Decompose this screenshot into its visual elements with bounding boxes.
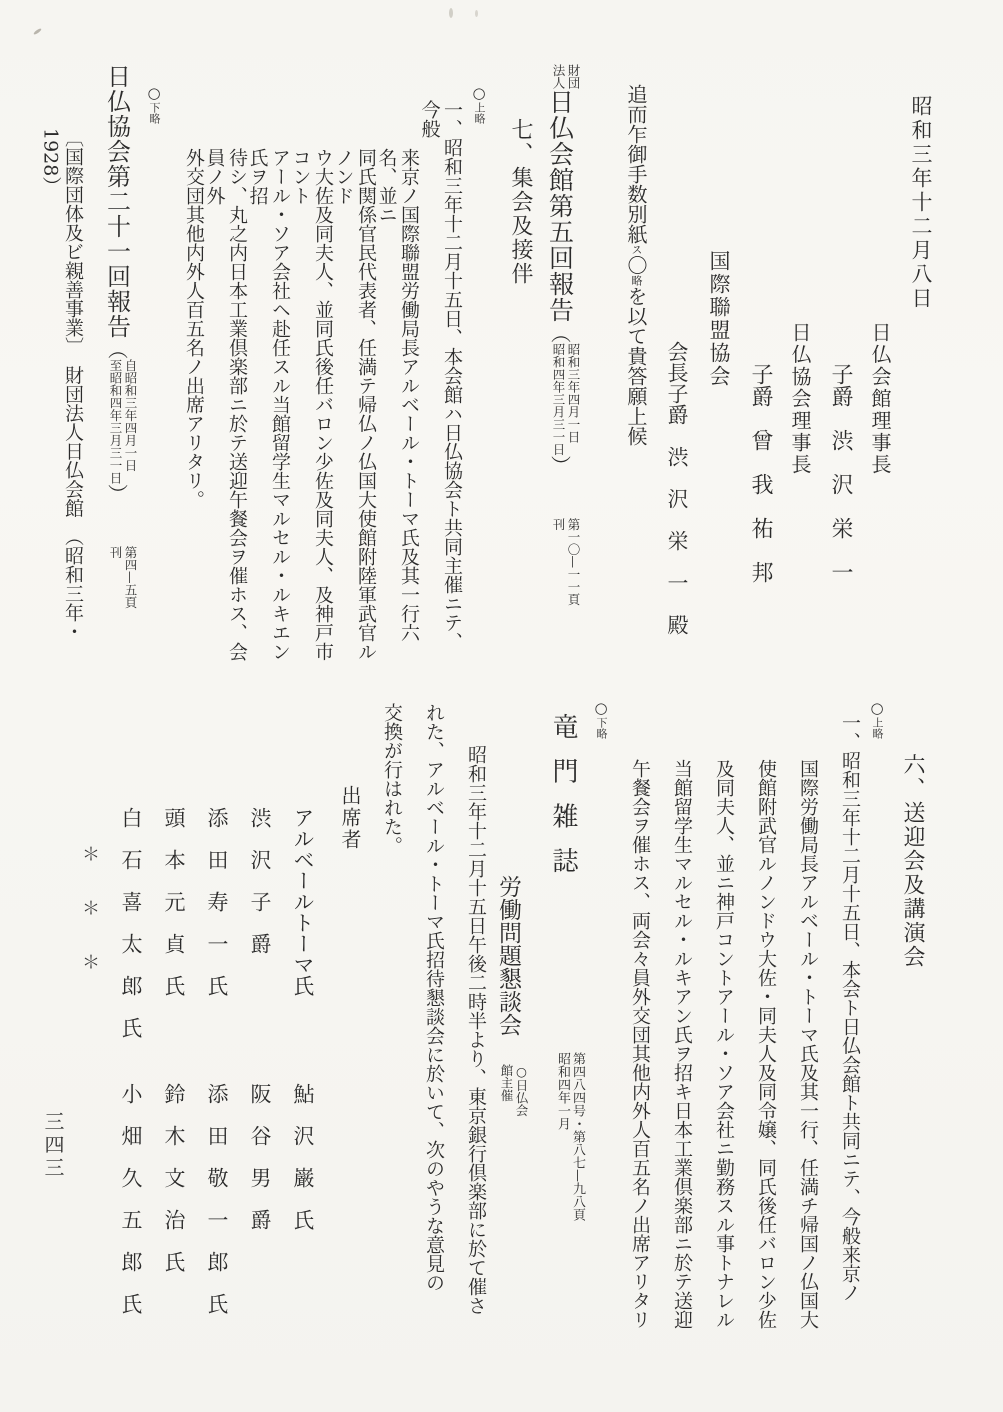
report-citation-1: 財団 法人 日仏会館第五回報告（ 昭和三年四月一日 昭和四年三月三一日 ） 第一〇—一一頁 刊 [545,64,581,605]
meeting-title: 労働問題懇談会 [495,875,521,1036]
magazine-citation [537,695,585,1350]
corporate-prefix: 財団 法人 [551,64,581,89]
attendee-name: アルベールトーマ氏 [291,807,315,996]
report-date-range: 昭和三年四月一日 昭和四年三月三一日 [551,343,581,456]
letter-date: 昭和三年十二月八日 [909,95,933,311]
attendee-name: 阪 谷 男 爵 [248,1083,272,1230]
omission-circle: 〇 [624,255,648,275]
postscript-line [605,60,647,668]
body-line: 待シ、丸之内日本工業倶楽部ニ於テ送迎午餐会ヲ催ホス、会員ノ外 [203,148,248,661]
body-line: 交換が行はれた。 [381,703,403,855]
body-line: 外交団其他内外人百五名ノ出席アリタリ。 [183,148,205,509]
report-citation-2: 日仏協会第二十一回報告（ 自昭和三年四月一日 至昭和四年三月三一日 ） 第四—五頁 刊 [102,64,138,609]
postscript-text: 追而乍御手数別紙 [624,84,648,244]
meeting-title-line [487,695,529,1350]
body-line: アール・ソア会社ヘ赴任スル当館留学生マルセル・ルキエン氏ヲ招 [246,148,291,661]
body-line: 一、昭和三年十二月十五日、本会館ハ日仏協会ト共同主催ニテ、今般 [418,100,463,651]
magazine-title: 竜門雑誌 [548,713,578,892]
report-pages: 第一〇—一一頁 刊 [551,517,581,605]
body-line: 同氏関係官民代表者、任満テ帰仏ノ仏国大使館附陸軍武官ルノンド [332,148,377,661]
report-pages: 第四—五頁 刊 [108,546,138,609]
body-line: 午餐会ヲ催ホス、両会々員外交団其他内外人百五名ノ出席アリタリ [629,759,651,1329]
attendee-name: 鮎 沢 巌 氏 [291,1083,315,1230]
meeting-organizer: ○日仏会 館主催 [499,1064,529,1117]
signatory-name-2: 子爵 曾 我 祐 邦 [748,363,773,583]
top-text-block [40,60,933,668]
body-line: 及同夫人、並ニ神戸コントアール・ソア会社ニ勤務スル事トナレル [713,759,735,1329]
body-line: 来京ノ国際聯盟労働局長アルベール・トーマ氏及其一行六名、並ニ [375,148,420,642]
omission-mark-bottom: ○下略 [592,699,610,739]
section-heading-six: 六、送迎会及講演会 [900,753,925,969]
postscript-text: を以て貴答願上候 [624,286,648,446]
attendees-label: 出席者 [338,785,362,851]
magazine-issue-date: 第四八四号・第八七—九八頁 昭和四年一月 [555,1051,585,1221]
section-heading-seven: 七、集会及接伴 [508,118,533,286]
attendee-name: 渋 沢 子 爵 [248,807,272,954]
postscript-small-note: ス [630,244,643,255]
attendee-name: 添 田 敬 一 郎 氏 [205,1083,229,1314]
attendee-column [272,695,315,1350]
scan-speck [475,10,478,17]
postscript-small-note: 略 [630,275,643,286]
attendee-column [229,695,272,1350]
source-attribution: 〔国際団体及ビ親善事業〕 財団法人日仏会館 （昭和三年・1928） [39,128,84,641]
report-date-range: 自昭和三年四月一日 至昭和四年三月三一日 [108,359,138,484]
body-line: 昭和三年十二月十五日午後二時半より、東京銀行倶楽部に於て催さ [465,745,487,1315]
addressee-organization: 国際聯盟協会 [707,250,731,388]
signatory-title-1: 日仏会館理事長 [868,322,892,476]
attendee-name: 白 石 喜 太 郎 氏 [119,807,143,1038]
omission-mark-top: ○上略 [868,699,886,739]
body-line: れた、アルベール・トーマ氏招待懇談会に於いて、次のやうな意見の [423,703,445,1292]
omission-mark-top: ○上略 [470,84,488,124]
body-line: ウ大佐及同夫人、並同氏後任バロン少佐及同夫人、及神戸市コント [289,148,334,661]
body-line: 使館附武官ルノンドウ大佐・同夫人及同令嬢、同氏後任バロン少佐 [755,759,777,1329]
attendee-column [143,695,186,1350]
attendee-column [100,695,143,1350]
attendee-column [186,695,229,1350]
bottom-text-block [22,695,925,1350]
omission-mark-bottom: ○下略 [145,84,163,124]
page-number: 三四三 [41,1111,65,1180]
body-line: 当館留学生マルセル・ルキアン氏ヲ招キ日本工業倶楽部ニ於テ送迎 [671,759,693,1329]
scan-speck [33,28,42,36]
attendee-name: 頭 本 元 貞 氏 [162,807,186,996]
signatory-title-2: 日仏協会理事長 [788,322,812,476]
attendee-name: 添 田 寿 一 氏 [205,807,229,996]
report-title: 日仏会館第五回報告 [545,89,575,323]
addressee-name: 会長子爵 渋 沢 栄 一 殿 [665,341,689,635]
body-line: 国際労働局長アルベール・トーマ氏及其一行、任満チ帰国ノ仏国大 [797,759,819,1329]
report-title: 日仏協会第二十一回報告 [102,64,131,339]
signatory-name-1: 子爵 渋 沢 栄 一 [828,363,853,583]
attendee-name: 鈴 木 文 治 氏 [162,1083,186,1272]
separator-asterisks: ＊＊＊ [79,845,100,1007]
attendee-name: 小 畑 久 五 郎 氏 [119,1083,143,1314]
scan-speck [449,8,453,18]
body-line: 一、昭和三年十二月十五日、本会ト日仏会館ト共同ニテ、今般来京ノ [839,713,861,1302]
